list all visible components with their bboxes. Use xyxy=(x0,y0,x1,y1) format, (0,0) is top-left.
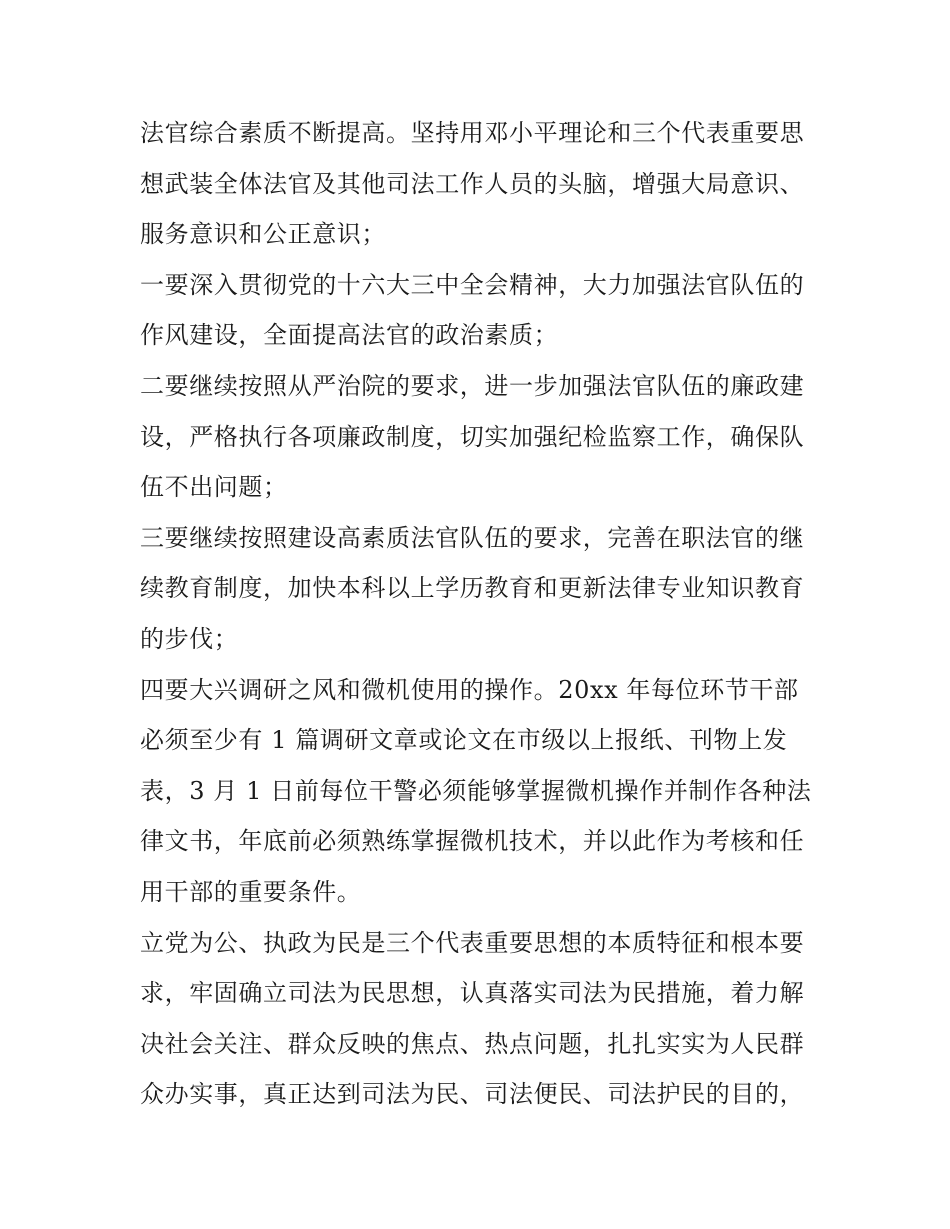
text-line: 众办实事，真正达到司法为民、司法便民、司法护民的目的， xyxy=(140,1080,805,1109)
text-line: 必须至少有 1 篇调研文章或论文在市级以上报纸、刊物上发 xyxy=(140,726,788,755)
text-line: 决社会关注、群众反映的焦点、热点问题，扎扎实实为人民群 xyxy=(140,1029,805,1058)
text-line: 续教育制度，加快本科以上学历教育和更新法律专业知识教育 xyxy=(140,574,805,603)
text-line: 用干部的重要条件。 xyxy=(140,877,362,906)
text-line: 立党为公、执政为民是三个代表重要思想的本质特征和根本要 xyxy=(140,928,805,957)
text-line: 三要继续按照建设高素质法官队伍的要求，完善在职法官的继 xyxy=(140,523,805,552)
text-line: 的步伐； xyxy=(140,624,239,653)
document-body xyxy=(140,108,820,1120)
text-line: 服务意识和公正意识； xyxy=(140,220,386,249)
text-line: 二要继续按照从严治院的要求，进一步加强法官队伍的廉政建 xyxy=(140,371,805,400)
text-line: 作风建设，全面提高法官的政治素质； xyxy=(140,321,559,350)
text-line: 律文书，年底前必须熟练掌握微机技术，并以此作为考核和任 xyxy=(140,827,805,856)
text-line: 一要深入贯彻党的十六大三中全会精神，大力加强法官队伍的 xyxy=(140,270,805,299)
text-line: 设，严格执行各项廉政制度，切实加强纪检监察工作，确保队 xyxy=(140,422,805,451)
text-line: 想武装全体法官及其他司法工作人员的头脑，增强大局意识、 xyxy=(140,169,805,198)
text-line: 四要大兴调研之风和微机使用的操作。20xx 年每位环节干部 xyxy=(140,675,799,704)
text-line: 表，3 月 1 日前每位干警必须能够掌握微机操作并制作各种法 xyxy=(140,776,812,805)
text-line: 求，牢固确立司法为民思想，认真落实司法为民措施，着力解 xyxy=(140,979,805,1008)
text-line: 法官综合素质不断提高。坚持用邓小平理论和三个代表重要思 xyxy=(140,119,805,147)
text-line: 伍不出问题； xyxy=(140,473,288,502)
